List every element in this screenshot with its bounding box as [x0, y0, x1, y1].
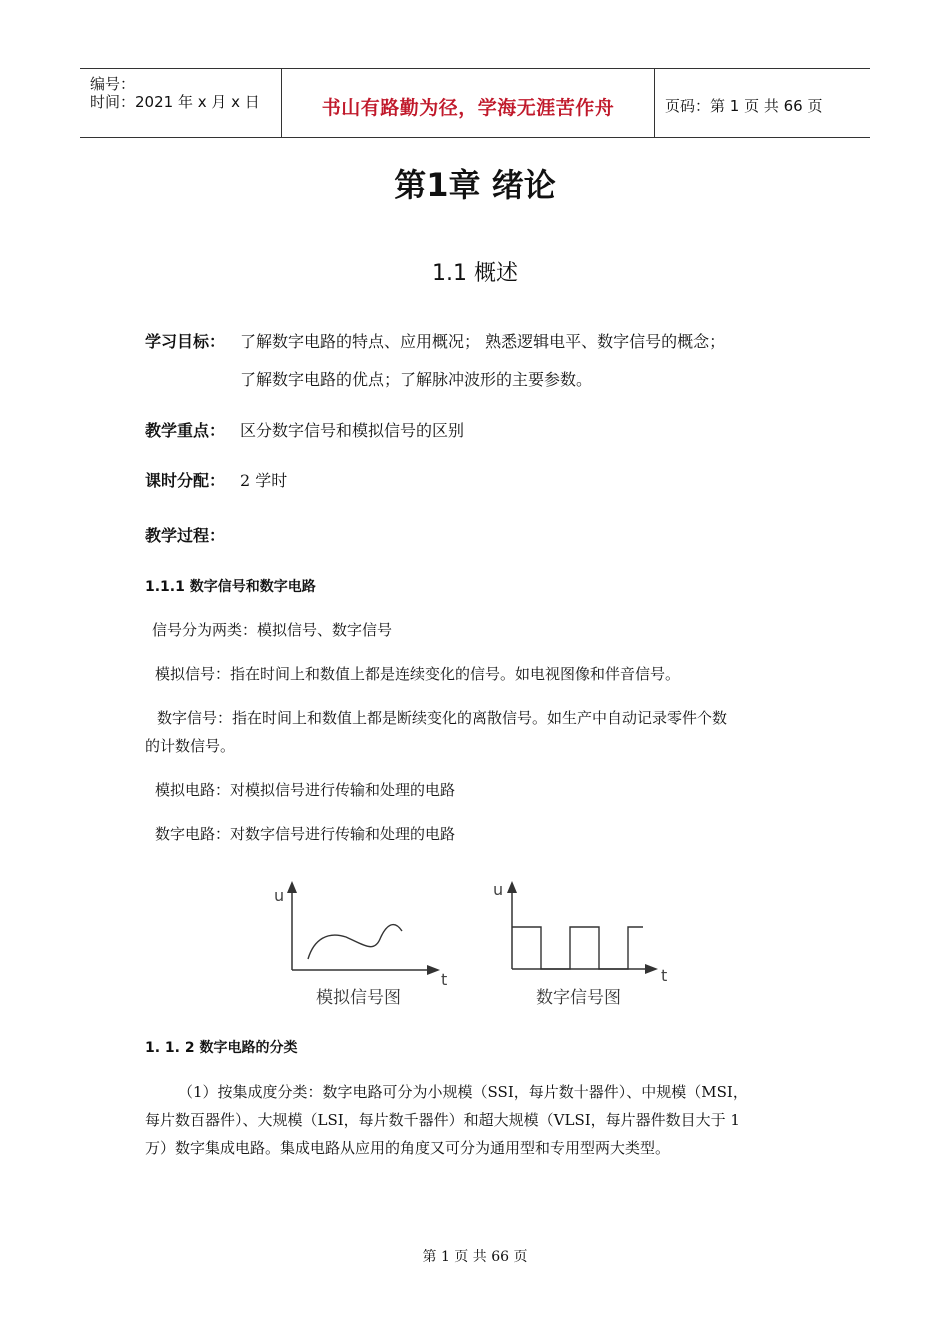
section-title: 1.1 概述: [432, 261, 518, 286]
objectives-label: 学习目标：: [145, 332, 226, 351]
paragraph-signal-types: 信号分为两类：模拟信号、数字信号: [152, 621, 393, 639]
paragraph-digital-circuit: 数字电路：对数字信号进行传输和处理的电路: [155, 825, 456, 843]
paragraph-analog-circuit: 模拟电路：对模拟信号进行传输和处理的电路: [155, 781, 456, 799]
signal-figure: [262, 875, 682, 1015]
classification-line-1: （1）按集成度分类：数字电路可分为小规模（SSI，每片数十器件）、中规模（MSI，: [178, 1083, 748, 1101]
page-footer: 第 1 页 共 66 页: [422, 1249, 528, 1265]
digital-y-arrow: [507, 881, 517, 893]
classification-line-2: 每片数百器件）、大规模（LSI，每片数千器件）和超大规模（VLSI，每片器件数目大于 1: [145, 1111, 740, 1129]
hours-text: 2 学时: [240, 471, 288, 490]
digital-wave: [512, 927, 643, 969]
digital-signal-graph: [493, 880, 667, 1008]
digital-u-label: u: [493, 880, 504, 899]
classification-line-3: 万）数字集成电路。集成电路从应用的角度又可分为通用型和专用型两大类型。: [145, 1139, 671, 1157]
serial-label: 编号：: [90, 75, 136, 93]
chapter-title: 第1章 绪论: [394, 166, 556, 204]
paragraph-analog-signal: 模拟信号：指在时间上和数值上都是连续变化的信号。如电视图像和伴音信号。: [155, 665, 681, 683]
key-point-label: 教学重点：: [145, 421, 226, 440]
analog-caption: 模拟信号图: [316, 988, 401, 1008]
analog-x-arrow: [427, 965, 440, 975]
analog-signal-graph: [274, 881, 447, 1008]
process-label: 教学过程：: [145, 526, 226, 545]
header-right-cell: [655, 69, 870, 137]
subsection-title-2: 1. 1. 2 数字电路的分类: [145, 1040, 298, 1056]
analog-t-label: t: [441, 970, 448, 989]
analog-y-arrow: [287, 881, 297, 893]
digital-caption: 数字信号图: [536, 988, 621, 1008]
analog-u-label: u: [274, 886, 285, 905]
digital-t-label: t: [661, 966, 668, 985]
page-info: 页码：第 1 页 共 66 页: [665, 97, 823, 115]
objectives-line-1: 了解数字电路的特点、应用概况； 熟悉逻辑电平、数字信号的概念；: [240, 332, 726, 351]
header-left-cell: [80, 69, 282, 137]
hours-label: 课时分配：: [145, 471, 226, 490]
paragraph-digital-signal: 数字信号：指在时间上和数值上都是断续变化的离散信号。如生产中自动记录零件个数: [157, 709, 728, 727]
analog-wave: [308, 925, 402, 959]
time-label: 时间：2021 年 x 月 x 日: [90, 93, 260, 111]
objectives-line-2: 了解数字电路的优点；了解脉冲波形的主要参数。: [240, 370, 593, 389]
subsection-title-1: 1.1.1 数字信号和数字电路: [145, 579, 316, 595]
motto: 书山有路勤为径，学海无涯苦作舟: [321, 97, 615, 119]
digital-x-arrow: [645, 964, 658, 974]
paragraph-digital-signal-cont: 的计数信号。: [145, 737, 236, 755]
header-motto-cell: [282, 69, 655, 137]
key-point-text: 区分数字信号和模拟信号的区别: [240, 421, 465, 440]
page-header: [80, 68, 870, 138]
